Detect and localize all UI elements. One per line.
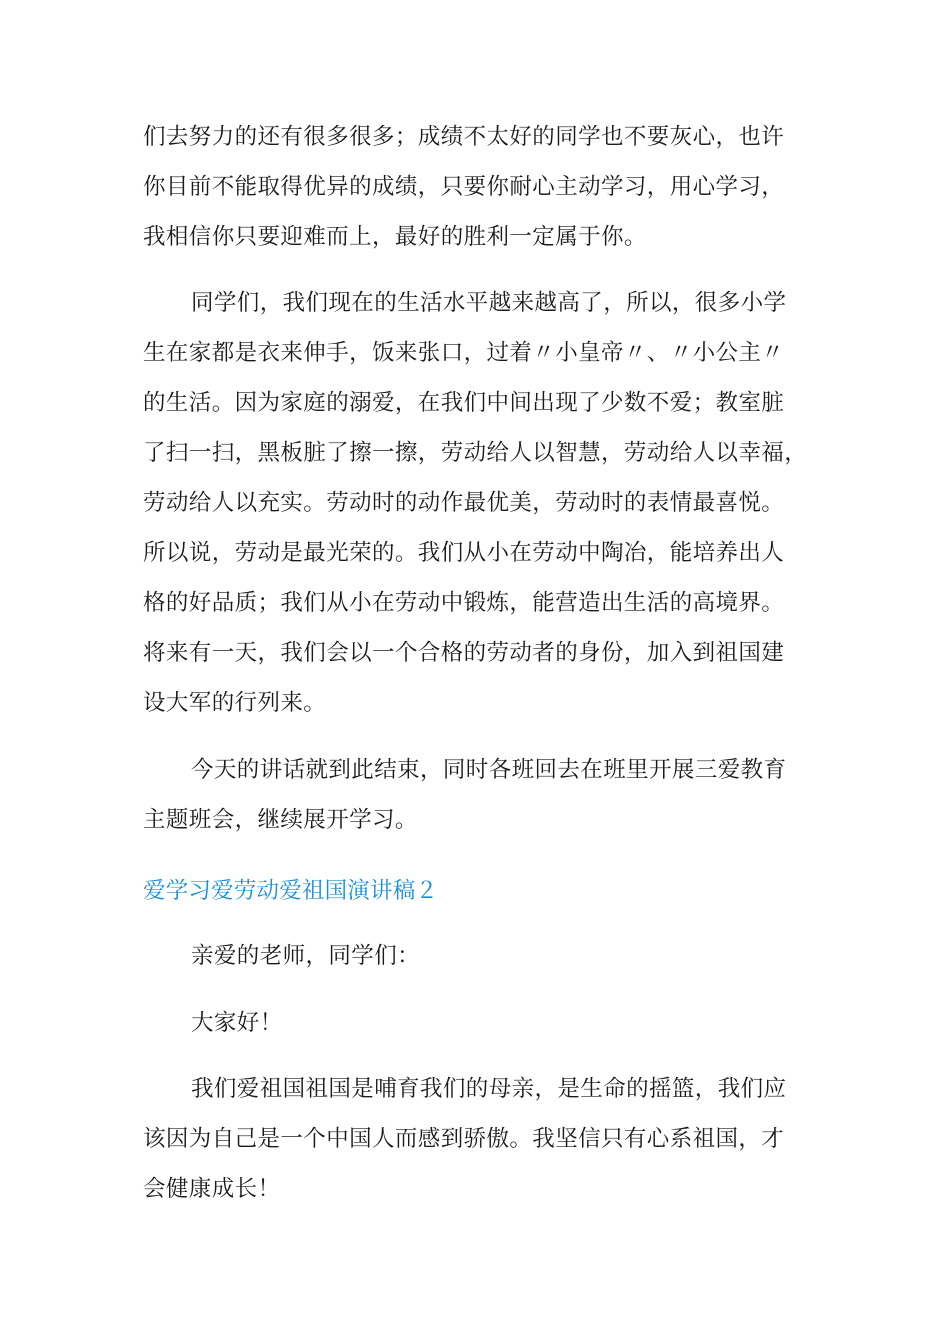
paragraph-3-line-2: 主题班会，继续展开学习。: [143, 807, 418, 833]
paragraph-4-line-2: 该因为自己是一个中国人而感到骄傲。我坚信只有心系祖国，才: [143, 1126, 785, 1152]
paragraph-1-line-3: 我相信你只要迎难而上，最好的胜利一定属于你。: [143, 224, 647, 250]
paragraph-4-line-3: 会健康成长！: [143, 1176, 281, 1202]
greeting-line: 亲爱的老师，同学们：: [191, 943, 421, 969]
paragraph-1-line-2: 你目前不能取得优异的成绩，只要你耐心主动学习，用心学习，: [143, 174, 785, 200]
paragraph-2-line-5: 劳动给人以充实。劳动时的动作最优美，劳动时的表情最喜悦。: [143, 490, 785, 516]
hello-line: 大家好！: [191, 1010, 283, 1036]
paragraph-2-line-1: 同学们，我们现在的生活水平越来越高了，所以，很多小学: [191, 290, 787, 316]
paragraph-2-line-9: 设大军的行列来。: [143, 690, 327, 716]
paragraph-2-line-2: 生在家都是衣来伸手，饭来张口，过着〃小皇帝〃、〃小公主〃: [143, 340, 785, 366]
section-heading: 爱学习爱劳动爱祖国演讲稿２: [143, 878, 439, 904]
paragraph-1-line-1: 们去努力的还有很多很多；成绩不太好的同学也不要灰心，也许: [143, 124, 785, 150]
paragraph-2-line-8: 将来有一天，我们会以一个合格的劳动者的身份，加入到祖国建: [143, 640, 785, 666]
paragraph-2-line-6: 所以说，劳动是最光荣的。我们从小在劳动中陶冶，能培养出人: [143, 540, 785, 566]
paragraph-2-line-7: 格的好品质；我们从小在劳动中锻炼，能营造出生活的高境界。: [143, 590, 785, 616]
paragraph-2-line-3: 的生活。因为家庭的溺爱，在我们中间出现了少数不爱；教室脏: [143, 390, 785, 416]
paragraph-3-line-1: 今天的讲话就到此结束，同时各班回去在班里开展三爱教育: [191, 757, 787, 783]
paragraph-2-line-4: 了扫一扫，黑板脏了擦一擦，劳动给人以智慧，劳动给人以幸福，: [143, 440, 808, 466]
paragraph-4-line-1: 我们爱祖国祖国是哺育我们的母亲，是生命的摇篮，我们应: [191, 1076, 787, 1102]
